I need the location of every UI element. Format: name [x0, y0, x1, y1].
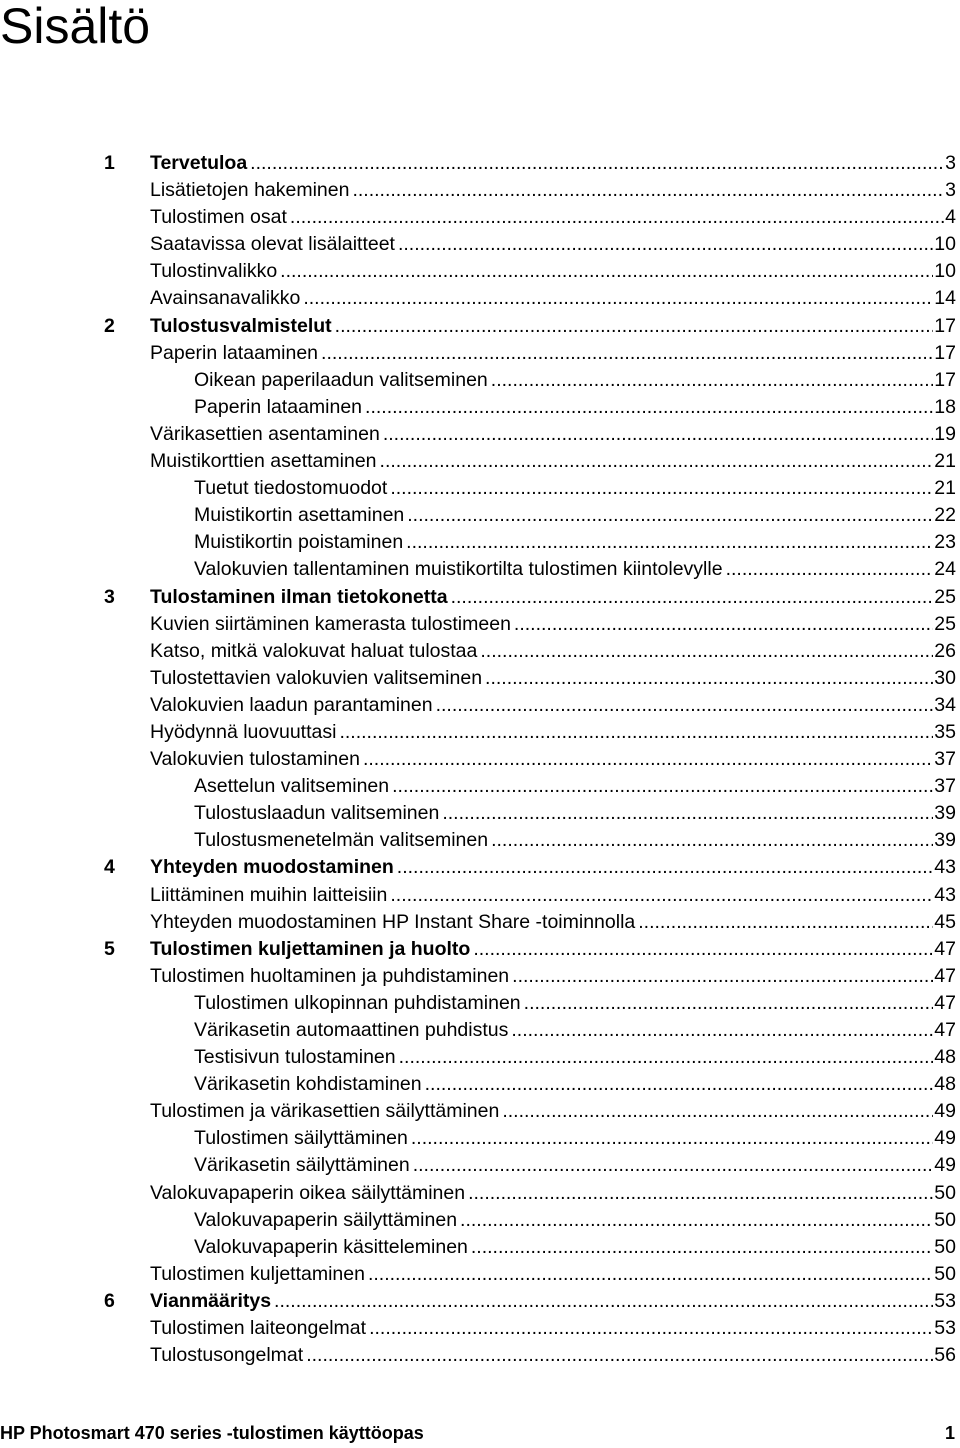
dot-leader — [390, 475, 933, 502]
dot-leader — [406, 529, 933, 556]
dot-leader — [442, 800, 933, 827]
toc-entry-line — [150, 1098, 956, 1125]
toc-entry-page: 3 — [945, 179, 956, 202]
toc-entry-page: 43 — [934, 883, 956, 906]
toc-entry[interactable] — [0, 258, 960, 285]
toc-entry-label: Tulostusongelmat — [150, 1344, 304, 1367]
dot-leader — [485, 665, 933, 692]
toc-entry-line — [194, 1152, 956, 1179]
chapter-number: 3 — [104, 585, 115, 608]
toc-entry-line — [194, 800, 956, 827]
dot-leader — [290, 204, 944, 231]
toc-entry[interactable] — [0, 1044, 960, 1071]
toc-entry-page: 21 — [934, 450, 956, 473]
toc-entry-page: 48 — [934, 1046, 956, 1069]
dot-leader — [303, 285, 933, 312]
dot-leader — [392, 773, 933, 800]
toc-entry[interactable] — [0, 1342, 960, 1369]
toc-entry-page: 49 — [934, 1154, 956, 1177]
toc-entry-label: Muistikortin poistaminen — [194, 531, 404, 554]
toc-entry-line — [150, 746, 956, 773]
footer-manual-title: HP Photosmart 470 series -tulostimen käyttöopas — [0, 1423, 424, 1443]
dot-leader — [352, 177, 944, 204]
toc-entry[interactable] — [0, 177, 960, 204]
toc-entry-label: Värikasettien asentaminen — [150, 422, 380, 445]
dot-leader — [436, 692, 934, 719]
toc-entry-page: 50 — [934, 1208, 956, 1231]
toc-entry-page: 34 — [934, 693, 956, 716]
dot-leader — [399, 1044, 934, 1071]
dot-leader — [512, 963, 933, 990]
dot-leader — [368, 1261, 933, 1288]
toc-entry[interactable] — [0, 1098, 960, 1125]
toc-entry-page: 43 — [934, 856, 956, 879]
toc-entry-label: Valokuvapaperin säilyttäminen — [194, 1208, 458, 1231]
toc-entry-page: 10 — [934, 233, 956, 256]
toc-entry-page: 37 — [934, 775, 956, 798]
dot-leader — [491, 367, 934, 394]
toc-entry-line — [150, 313, 956, 340]
toc-entry-page: 47 — [934, 937, 956, 960]
toc-entry-page: 21 — [934, 477, 956, 500]
toc-entry-label: Valokuvapaperin käsitteleminen — [194, 1235, 468, 1258]
toc-entry-page: 37 — [934, 748, 956, 771]
dot-leader — [274, 1288, 933, 1315]
dot-leader — [369, 1315, 933, 1342]
toc-entry-page: 35 — [934, 720, 956, 743]
toc-entry-label: Tulostinvalikko — [150, 260, 278, 283]
toc-entry[interactable] — [0, 692, 960, 719]
toc-entry-line — [150, 719, 956, 746]
dot-leader — [380, 448, 934, 475]
page-footer — [0, 1418, 960, 1448]
toc-entry-page: 47 — [934, 1019, 956, 1041]
toc-entry-line — [150, 448, 956, 475]
toc-entry-label: Lisätietojen hakeminen — [150, 179, 350, 202]
toc-entry-line — [194, 1125, 956, 1152]
dot-leader — [480, 638, 933, 665]
chapter-number: 2 — [104, 314, 115, 337]
dot-leader — [413, 1152, 934, 1179]
dot-leader — [335, 313, 934, 340]
toc-entry[interactable] — [0, 340, 960, 367]
toc-entry-label: Tulostaminen ilman tietokonetta — [150, 585, 448, 608]
toc-entry-line — [150, 909, 956, 936]
dot-leader — [468, 1180, 933, 1207]
toc-entry-label: Vianmääritys — [150, 1289, 272, 1312]
toc-chapter-entry[interactable] — [0, 150, 960, 177]
toc-entry-page: 19 — [934, 422, 956, 445]
toc-entry-line — [150, 854, 956, 881]
dot-leader — [306, 1342, 933, 1369]
toc-entry-label: Valokuvien laadun parantaminen — [150, 693, 433, 716]
dot-leader — [250, 150, 944, 177]
dot-leader — [451, 584, 934, 611]
toc-entry[interactable] — [0, 638, 960, 665]
toc-entry-line — [194, 773, 956, 800]
toc-entry[interactable] — [0, 502, 960, 529]
dot-leader — [471, 1234, 933, 1261]
toc-entry-page: 39 — [934, 802, 956, 825]
toc-entry-line — [150, 421, 956, 448]
dot-leader — [524, 990, 934, 1017]
toc-entry-line — [150, 285, 956, 312]
toc-entry[interactable] — [0, 556, 960, 583]
toc-entry-page: 23 — [934, 531, 956, 554]
toc-entry-line — [150, 665, 956, 692]
toc-entry-line — [150, 1261, 956, 1288]
dot-leader — [363, 746, 933, 773]
toc-entry-label: Värikasetin säilyttäminen — [194, 1154, 410, 1177]
dot-leader — [638, 909, 933, 936]
toc-entry[interactable] — [0, 1152, 960, 1179]
toc-entry-line — [150, 963, 956, 990]
dot-leader — [390, 882, 933, 909]
toc-entry[interactable] — [0, 394, 960, 421]
toc-entry-label: Kuvien siirtäminen kamerasta tulostimeen — [150, 612, 511, 635]
toc-entry[interactable] — [0, 448, 960, 475]
toc-entry-line — [150, 611, 956, 638]
toc-entry-label: Tulostusmenetelmän valitseminen — [194, 829, 489, 852]
toc-entry-line — [150, 584, 956, 611]
toc-entry-line — [194, 529, 956, 556]
toc-entry-label: Yhteyden muodostaminen HP Instant Share -toiminnolla — [150, 910, 636, 933]
toc-entry-page: 50 — [934, 1235, 956, 1258]
chapter-number: 4 — [104, 856, 115, 879]
toc-entry[interactable] — [0, 719, 960, 746]
chapter-number: 6 — [104, 1289, 115, 1312]
toc-entry-page: 53 — [934, 1317, 956, 1340]
dot-leader — [411, 1125, 933, 1152]
dot-leader — [460, 1207, 933, 1234]
toc-entry-label: Tulostimen ulkopinnan puhdistaminen — [194, 991, 521, 1014]
toc-entry-label: Värikasetin kohdistaminen — [194, 1073, 422, 1096]
toc-entry[interactable] — [0, 1125, 960, 1152]
toc-entry[interactable] — [0, 1207, 960, 1234]
toc-entry-page: 50 — [934, 1181, 956, 1204]
toc-entry-label: Tervetuloa — [150, 152, 248, 174]
toc-entry-label: Paperin lataaminen — [194, 395, 363, 418]
toc-entry[interactable] — [0, 367, 960, 394]
toc-entry-label: Paperin lataaminen — [150, 341, 319, 364]
dot-leader — [397, 854, 934, 881]
toc-entry-label: Tulostimen huoltaminen ja puhdistaminen — [150, 964, 510, 987]
dot-leader — [514, 611, 933, 638]
toc-entry[interactable] — [0, 1017, 960, 1044]
dot-leader — [502, 1098, 933, 1125]
toc-entry[interactable] — [0, 665, 960, 692]
toc-entry-label: Hyödynnä luovuuttasi — [150, 720, 337, 743]
dot-leader — [321, 340, 933, 367]
table-of-contents — [0, 150, 960, 1369]
toc-entry[interactable] — [0, 1180, 960, 1207]
toc-entry-page: 24 — [934, 558, 956, 581]
dot-leader — [339, 719, 933, 746]
chapter-number: 5 — [104, 937, 115, 960]
footer-page-number: 1 — [944, 1423, 955, 1443]
toc-entry[interactable] — [0, 909, 960, 936]
dot-leader — [491, 827, 933, 854]
toc-entry-page: 18 — [934, 395, 956, 418]
toc-entry-page: 10 — [934, 260, 956, 283]
toc-entry[interactable] — [0, 1315, 960, 1342]
toc-entry-label: Tulostimen säilyttäminen — [194, 1127, 408, 1150]
toc-entry-label: Oikean paperilaadun valitseminen — [194, 368, 488, 391]
toc-entry-page: 14 — [934, 287, 956, 310]
toc-entry[interactable] — [0, 1234, 960, 1261]
toc-entry-page: 3 — [945, 152, 956, 174]
dot-leader — [280, 258, 933, 285]
toc-entry[interactable] — [0, 285, 960, 312]
toc-entry-label: Tuetut tiedostomuodot — [194, 477, 388, 500]
toc-entry-line — [194, 556, 956, 583]
toc-entry-line — [194, 1017, 956, 1044]
toc-entry-line — [194, 1234, 956, 1261]
toc-entry-page: 25 — [934, 585, 956, 608]
toc-entry[interactable] — [0, 882, 960, 909]
toc-entry[interactable] — [0, 800, 960, 827]
toc-entry[interactable] — [0, 746, 960, 773]
toc-entry-line — [150, 882, 956, 909]
toc-entry-label: Tulostimen kuljettaminen ja huolto — [150, 937, 471, 960]
toc-entry-line — [194, 475, 956, 502]
toc-entry-line — [150, 177, 956, 204]
toc-entry-line — [194, 394, 956, 421]
toc-entry[interactable] — [0, 773, 960, 800]
toc-entry-page: 30 — [934, 666, 956, 689]
chapter-number: 1 — [104, 152, 115, 174]
toc-entry-label: Tulostimen kuljettaminen — [150, 1262, 365, 1285]
toc-entry-line — [194, 1071, 956, 1098]
dot-leader — [473, 936, 933, 963]
toc-entry-label: Valokuvapaperin oikea säilyttäminen — [150, 1181, 466, 1204]
toc-entry-label: Muistikortin asettaminen — [194, 504, 405, 527]
toc-entry-line — [194, 1044, 956, 1071]
toc-entry-page: 17 — [934, 368, 956, 391]
toc-entry-label: Avainsanavalikko — [150, 287, 301, 310]
toc-chapter-entry[interactable] — [0, 854, 960, 881]
dot-leader — [407, 502, 933, 529]
toc-entry-page: 47 — [934, 964, 956, 987]
toc-entry-page: 45 — [934, 910, 956, 933]
toc-entry-page: 17 — [934, 314, 956, 337]
toc-entry-line — [150, 150, 956, 177]
dot-leader — [511, 1017, 933, 1044]
toc-entry-page: 48 — [934, 1073, 956, 1096]
toc-entry-page: 56 — [934, 1344, 956, 1367]
dot-leader — [726, 556, 934, 583]
toc-entry[interactable] — [0, 529, 960, 556]
toc-entry-line — [194, 990, 956, 1017]
toc-entry-page: 25 — [934, 612, 956, 635]
toc-entry-label: Valokuvien tulostaminen — [150, 748, 360, 771]
toc-entry[interactable] — [0, 421, 960, 448]
toc-entry-label: Tulostimen osat — [150, 206, 287, 229]
dot-leader — [425, 1071, 934, 1098]
toc-entry-page: 17 — [934, 341, 956, 364]
toc-entry[interactable] — [0, 827, 960, 854]
toc-entry-page: 47 — [934, 991, 956, 1014]
toc-entry-page: 50 — [934, 1262, 956, 1285]
dot-leader — [383, 421, 933, 448]
dot-leader — [365, 394, 933, 421]
toc-entry-line — [150, 1315, 956, 1342]
toc-chapter-entry[interactable] — [0, 936, 960, 963]
toc-entry-line — [150, 1180, 956, 1207]
toc-entry-label: Tulostuslaadun valitseminen — [194, 802, 440, 825]
toc-entry-line — [150, 936, 956, 963]
toc-entry-page: 4 — [945, 206, 956, 229]
toc-entry-label: Testisivun tulostaminen — [194, 1046, 396, 1069]
toc-entry-line — [150, 1342, 956, 1369]
toc-entry-line — [150, 638, 956, 665]
page-title: Sisältö — [0, 0, 151, 54]
toc-entry-label: Tulostimen laiteongelmat — [150, 1317, 367, 1340]
toc-entry[interactable] — [0, 1261, 960, 1288]
toc-entry-label: Yhteyden muodostaminen — [150, 856, 394, 879]
toc-entry-label: Muistikorttien asettaminen — [150, 450, 377, 473]
toc-entry[interactable] — [0, 231, 960, 258]
toc-entry-line — [194, 502, 956, 529]
toc-entry-page: 49 — [934, 1100, 956, 1123]
toc-entry-line — [194, 1207, 956, 1234]
toc-entry-label: Tulostettavien valokuvien valitseminen — [150, 666, 483, 689]
toc-chapter-entry[interactable] — [0, 584, 960, 611]
toc-entry[interactable] — [0, 475, 960, 502]
toc-entry-line — [150, 340, 956, 367]
toc-entry[interactable] — [0, 990, 960, 1017]
toc-entry-label: Liittäminen muihin laitteisiin — [150, 883, 388, 906]
toc-entry-line — [150, 258, 956, 285]
toc-entry[interactable] — [0, 204, 960, 231]
toc-entry-label: Valokuvien tallentaminen muistikortilta tulostimen kiintolevylle — [194, 558, 723, 581]
toc-entry-label: Tulostimen ja värikasettien säilyttäminen — [150, 1100, 500, 1123]
toc-entry-line — [150, 1288, 956, 1315]
toc-entry-line — [150, 692, 956, 719]
toc-entry-page: 26 — [934, 639, 956, 662]
dot-leader — [398, 231, 933, 258]
toc-chapter-entry[interactable] — [0, 313, 960, 340]
toc-entry-label: Asettelun valitseminen — [194, 775, 390, 798]
toc-chapter-entry[interactable] — [0, 1288, 960, 1315]
toc-entry-page: 49 — [934, 1127, 956, 1150]
toc-entry-label: Värikasetin automaattinen puhdistus — [194, 1019, 509, 1041]
toc-entry-page: 22 — [934, 504, 956, 527]
toc-entry[interactable] — [0, 611, 960, 638]
toc-entry-label: Saatavissa olevat lisälaitteet — [150, 233, 395, 256]
toc-entry-page: 39 — [934, 829, 956, 852]
toc-entry-page: 53 — [934, 1289, 956, 1312]
toc-entry-line — [194, 827, 956, 854]
toc-entry-label: Tulostusvalmistelut — [150, 314, 332, 337]
toc-entry[interactable] — [0, 963, 960, 990]
toc-entry[interactable] — [0, 1071, 960, 1098]
toc-entry-line — [150, 204, 956, 231]
toc-entry-line — [194, 367, 956, 394]
toc-entry-line — [150, 231, 956, 258]
toc-entry-label: Katso, mitkä valokuvat haluat tulostaa — [150, 639, 478, 662]
